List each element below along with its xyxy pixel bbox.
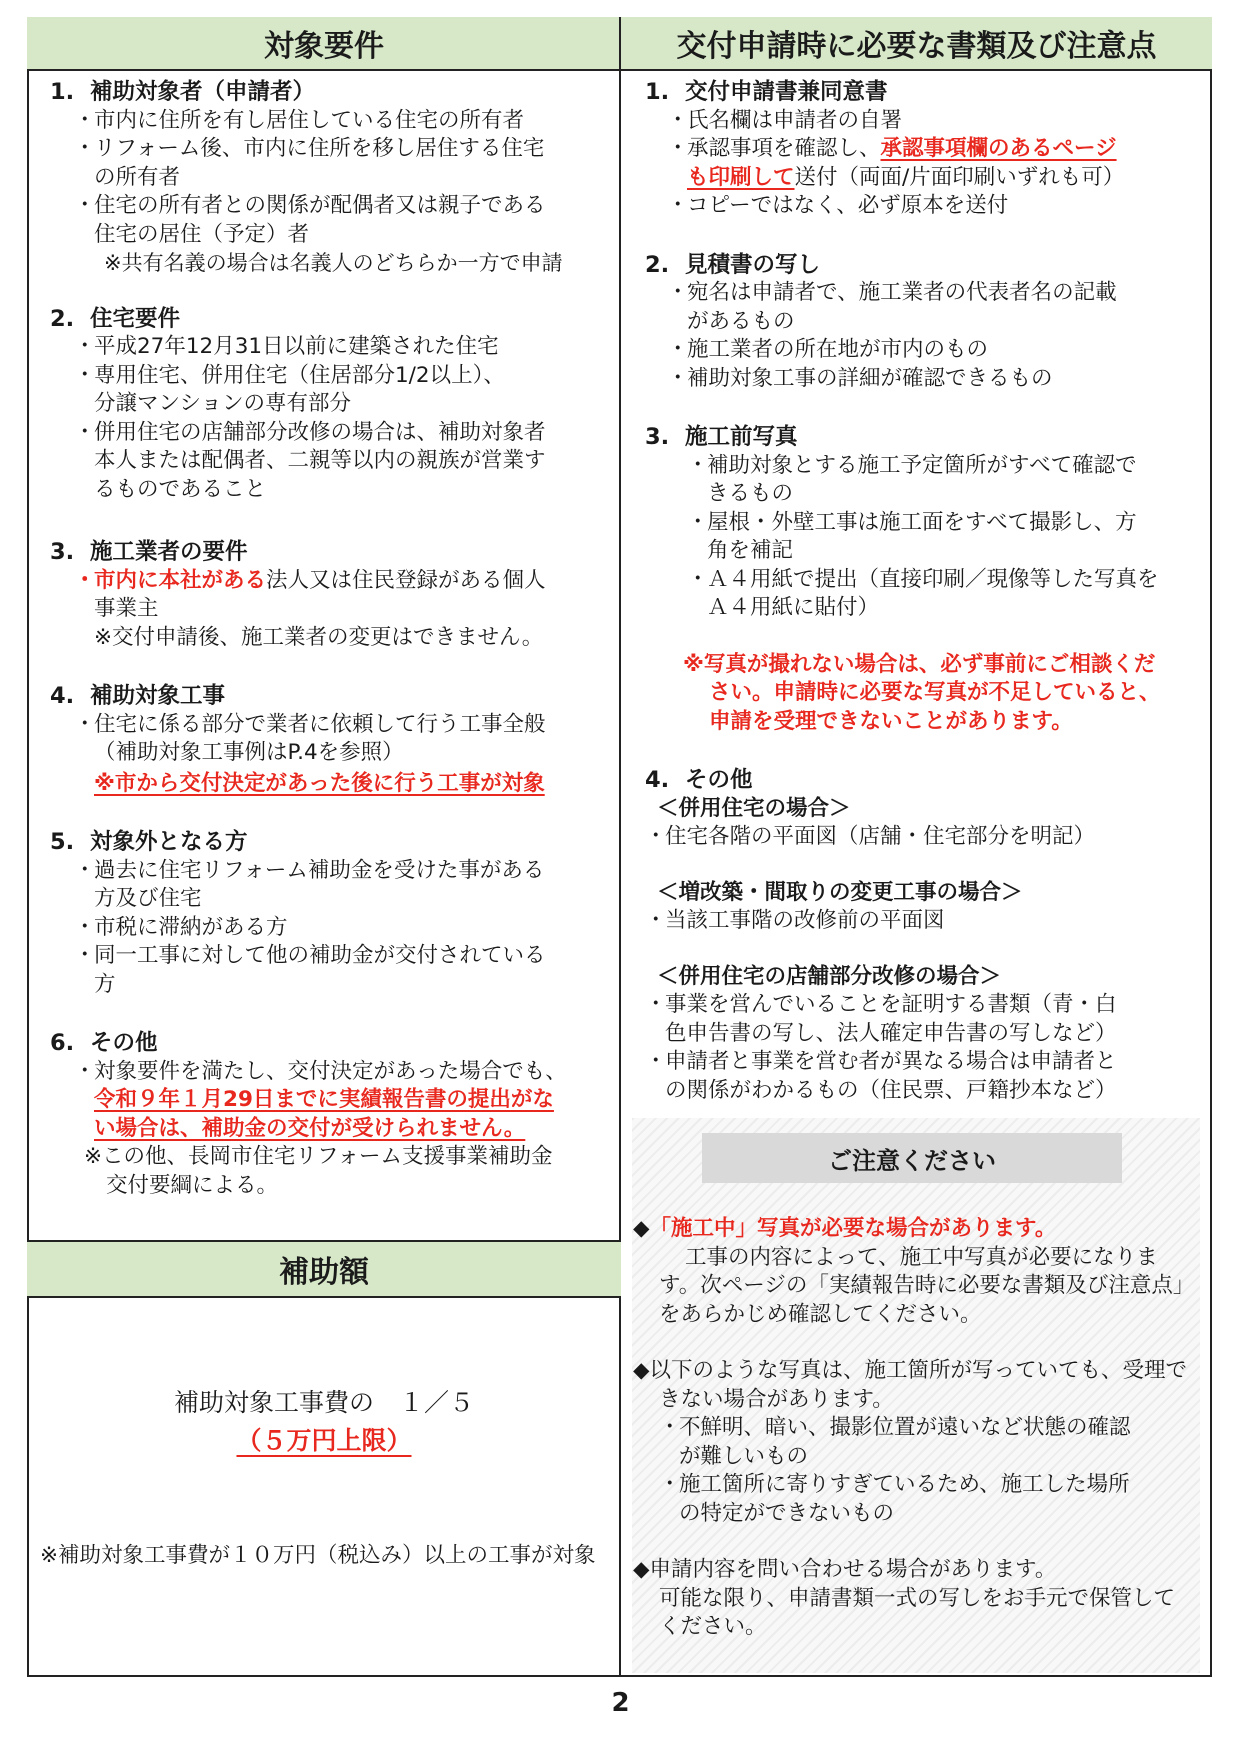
- list-item: ・ 市内に住所を有し居住している住宅の所有者: [74, 107, 525, 133]
- list-item: ・ 住宅各階の平面図（店舗・住宅部分を明記）: [645, 824, 1096, 849]
- section-title: 交付申請書兼同意書: [685, 79, 888, 105]
- note: ※この他、長岡市住宅リフォーム支援事業補助金 交付要綱による。: [84, 1144, 553, 1198]
- note: ※交付申請後、施工業者の変更はできません。: [94, 624, 544, 650]
- list-item: ・ 平成27年12月31日以前に建築された住宅: [74, 334, 499, 359]
- section-housing: 2. 住宅要件 ・ 平成27年12月31日以前に建築された住宅 ・ 専用住宅、併用住宅（住居部分1/2以上）、 分譲マンションの専有部分 ・ 併用住宅の店舗部分改修の場合は、補助対象者 本人または配偶者、二親等以内の親族が営業す るものであること: [30, 305, 610, 505]
- section-title: 補助対象工事: [90, 683, 226, 709]
- section-estimate: 2. 見積書の写し ・ 宛名は申請者で、施工業者の代表者名の記載 があるもの ・ 施工業者の所在地が市内のもの ・ 補助対象工事の詳細が確認できるもの: [625, 251, 1205, 394]
- subheading: ＜併用住宅の店舗部分改修の場合＞: [657, 963, 1002, 989]
- list-item: ・ 対象要件を満たし、交付決定があった場合でも、 令和９年１月29日までに実績報告書の提出がな い場合は、補助金の交付が受けられません。: [74, 1058, 567, 1141]
- list-item: ・ 申請者と事業を営む者が異なる場合は申請者と の関係がわかるもの（住民票、戸籍抄本など）: [645, 1049, 1117, 1103]
- section-title: その他: [685, 767, 753, 793]
- section-title: 補助対象者（申請者）: [90, 79, 316, 105]
- list-item: ・ 承認事項を確認し、承認事項欄のあるページ も印刷して送付（両面/片面印刷いずれも可）: [667, 136, 1125, 190]
- section-other: 6. その他 ・ 対象要件を満たし、交付決定があった場合でも、 令和９年１月29日までに実績報告書の提出がな い場合は、補助金の交付が受けられません。 ※この他、長岡市住宅リフォーム支援事業補助金 交付要綱による。: [30, 1029, 610, 1200]
- caution-title: ご注意ください: [828, 1146, 996, 1175]
- photo-warning: ※写真が撮れない場合は、必ず事前にご相談ください。申請時に必要な写真が不足していると、申請を受理できないことがあります。: [683, 651, 1161, 734]
- subsidy-footnote: ※補助対象工事費が１０万円（税込み）以上の工事が対象: [40, 1543, 596, 1568]
- section-title: 施工業者の要件: [90, 539, 248, 565]
- documents-title: 交付申請時に必要な書類及び注意点: [676, 29, 1157, 64]
- section-eligible-work: 4. 補助対象工事 ・ 住宅に係る部分で業者に依頼して行う工事全般 （補助対象工事例はP.4を参照） ※市から交付決定があった後に行う工事が対象: [30, 682, 610, 798]
- caution-item: ◆申請内容を問い合わせる場合があります。: [633, 1557, 1057, 1582]
- section-title: 施工前写真: [685, 424, 798, 450]
- requirements-title: 対象要件: [264, 29, 384, 64]
- list-item: ・ 住宅の所有者との関係が配偶者又は親子である 住宅の居住（予定）者: [74, 193, 546, 247]
- section-contractor: 3. 施工業者の要件 ・ 市内に本社がある法人又は住民登録がある個人 事業主 ※交付申請後、施工業者の変更はできません。: [30, 538, 610, 652]
- caution-content: ◆「施工中」写真が必要な場合があります。 工事の内容によって、施工中写真が必要になります。次ページの「実績報告時に必要な書類及び注意点」をあらかじめ確認してください。 ◆以下のような写真は、施工箇所が写っていても、受理できない場合があります。 ・ 不鮮明、暗い、撮影位置が遠いなど状態の確認 が難しいもの ・ 施工箇所に寄りすぎているため、施工した場所 の特定ができないもの ◆申請内容を問い合わせる場合があります。 可能な限り、申請書類一式の写しをお手元で保管してください。: [633, 1215, 1193, 1642]
- list-item: ・ 補助対象工事の詳細が確認できるもの: [667, 365, 1053, 391]
- list-item: ・ 宛名は申請者で、施工業者の代表者名の記載 があるもの: [667, 280, 1117, 334]
- list-item: ・ リフォーム後、市内に住所を移し居住する住宅 の所有者: [74, 136, 545, 190]
- caution-title-box: [702, 1133, 1122, 1183]
- list-item: ・ 当該工事階の改修前の平面図: [645, 908, 945, 933]
- section-title: その他: [90, 1030, 158, 1056]
- subsidy-header: [27, 1240, 621, 1298]
- caution-item: ◆「施工中」写真が必要な場合があります。: [633, 1216, 1057, 1241]
- list-item: ・ 併用住宅の店舗部分改修の場合は、補助対象者 本人または配偶者、二親等以内の親族が営業す るものであること: [74, 419, 546, 502]
- section-title: 見積書の写し: [685, 251, 821, 278]
- requirements-column: [30, 78, 610, 1200]
- section-title: 対象外となる方: [90, 829, 248, 855]
- list-item: ・ 氏名欄は申請者の自署: [667, 107, 903, 133]
- list-item: ・ 住宅に係る部分で業者に依頼して行う工事全般 （補助対象工事例はP.4を参照）: [74, 711, 546, 765]
- list-item: ・ 専用住宅、併用住宅（住居部分1/2以上）、 分譲マンションの専有部分: [74, 362, 505, 416]
- documents-column: [625, 78, 1205, 1105]
- section-applicant: 1. 補助対象者（申請者） ・ 市内に住所を有し居住している住宅の所有者 ・ リフォーム後、市内に住所を移し居住する住宅 の所有者 ・ 住宅の所有者との関係が配偶者又は親子である 住宅の居住（予定）者 ※共有名義の場合は名義人のどちらか一方で申請: [30, 78, 610, 278]
- subheading: ＜併用住宅の場合＞: [657, 795, 851, 821]
- list-item: ・ Ａ４用紙で提出（直接印刷／現像等した写真を Ａ４用紙に貼付）: [687, 566, 1159, 620]
- list-item: ・ 施工箇所に寄りすぎているため、施工した場所 の特定ができないもの: [659, 1472, 1130, 1526]
- section-other-documents: 4. その他 ＜併用住宅の場合＞ ・ 住宅各階の平面図（店舗・住宅部分を明記） ＜増改築・間取りの変更工事の場合＞ ・ 当該工事階の改修前の平面図 ＜併用住宅の店舗部分改修の場合＞ ・ 事業を営んでいることを証明する書類（青・白 色申告書の写し、法人確定申告書の写しなど） ・ 申請者と事業を営む者が異なる場合は申請者と の関係がわかるもの（住民票、戸籍抄本など）: [625, 766, 1205, 1105]
- column-divider: [619, 17, 621, 1677]
- page-number: 2: [611, 1688, 630, 1718]
- subsidy-title: 補助額: [279, 1255, 369, 1290]
- list-item: ・ 事業を営んでいることを証明する書類（青・白 色申告書の写し、法人確定申告書の写しなど）: [645, 992, 1117, 1046]
- subsidy-rate: 補助対象工事費の １／５: [173, 1388, 474, 1417]
- subheading: ＜増改築・間取りの変更工事の場合＞: [657, 879, 1023, 905]
- list-item: ・ 屋根・外壁工事は施工面をすべて撮影し、方 角を補記: [687, 509, 1137, 563]
- important-note: ※市から交付決定があった後に行う工事が対象: [94, 770, 545, 796]
- note: ※共有名義の場合は名義人のどちらか一方で申請: [104, 251, 563, 275]
- documents-header: [619, 17, 1212, 71]
- list-item: ・ 市税に滞納がある方: [74, 914, 288, 940]
- section-pre-photo: 3. 施工前写真 ・ 補助対象とする施工予定箇所がすべて確認で きるもの ・ 屋根・外壁工事は施工面をすべて撮影し、方 角を補記 ・ Ａ４用紙で提出（直接印刷／現像等した写真を Ａ４用紙に貼付） ※写真が撮れない場合は、必ず事前にご相談ください。申請時に必要な写真が不足していると、申請を受理できないことがあります。: [625, 423, 1205, 736]
- section-excluded: 5. 対象外となる方 ・ 過去に住宅リフォーム補助金を受けた事がある 方及び住宅 ・ 市税に滞納がある方 ・ 同一工事に対して他の補助金が交付されている 方: [30, 828, 610, 999]
- list-item: ・ 同一工事に対して他の補助金が交付されている 方: [74, 943, 546, 997]
- list-item: ・ 不鮮明、暗い、撮影位置が遠いなど状態の確認 が難しいもの: [659, 1415, 1131, 1469]
- list-item: ・ 施工業者の所在地が市内のもの: [667, 337, 989, 362]
- list-item: ・ 過去に住宅リフォーム補助金を受けた事がある 方及び住宅: [74, 857, 545, 911]
- list-item: ・ コピーではなく、必ず原本を送付: [667, 193, 1009, 218]
- section-title: 住宅要件: [90, 305, 181, 332]
- subsidy-cap: （５万円上限）: [236, 1426, 412, 1455]
- list-item: ・ 補助対象とする施工予定箇所がすべて確認で きるもの: [687, 452, 1137, 506]
- caution-item: ◆以下のような写真は、施工箇所が写っていても、受理できない場合があります。: [633, 1358, 1188, 1412]
- requirements-header: [27, 17, 621, 71]
- section-application-form: 1. 交付申請書兼同意書 ・ 氏名欄は申請者の自署 ・ 承認事項を確認し、承認事項欄のあるページ も印刷して送付（両面/片面印刷いずれも可） ・ コピーではなく、必ず原本を送付: [625, 78, 1205, 221]
- list-item: ・ 市内に本社がある法人又は住民登録がある個人 事業主: [74, 567, 546, 621]
